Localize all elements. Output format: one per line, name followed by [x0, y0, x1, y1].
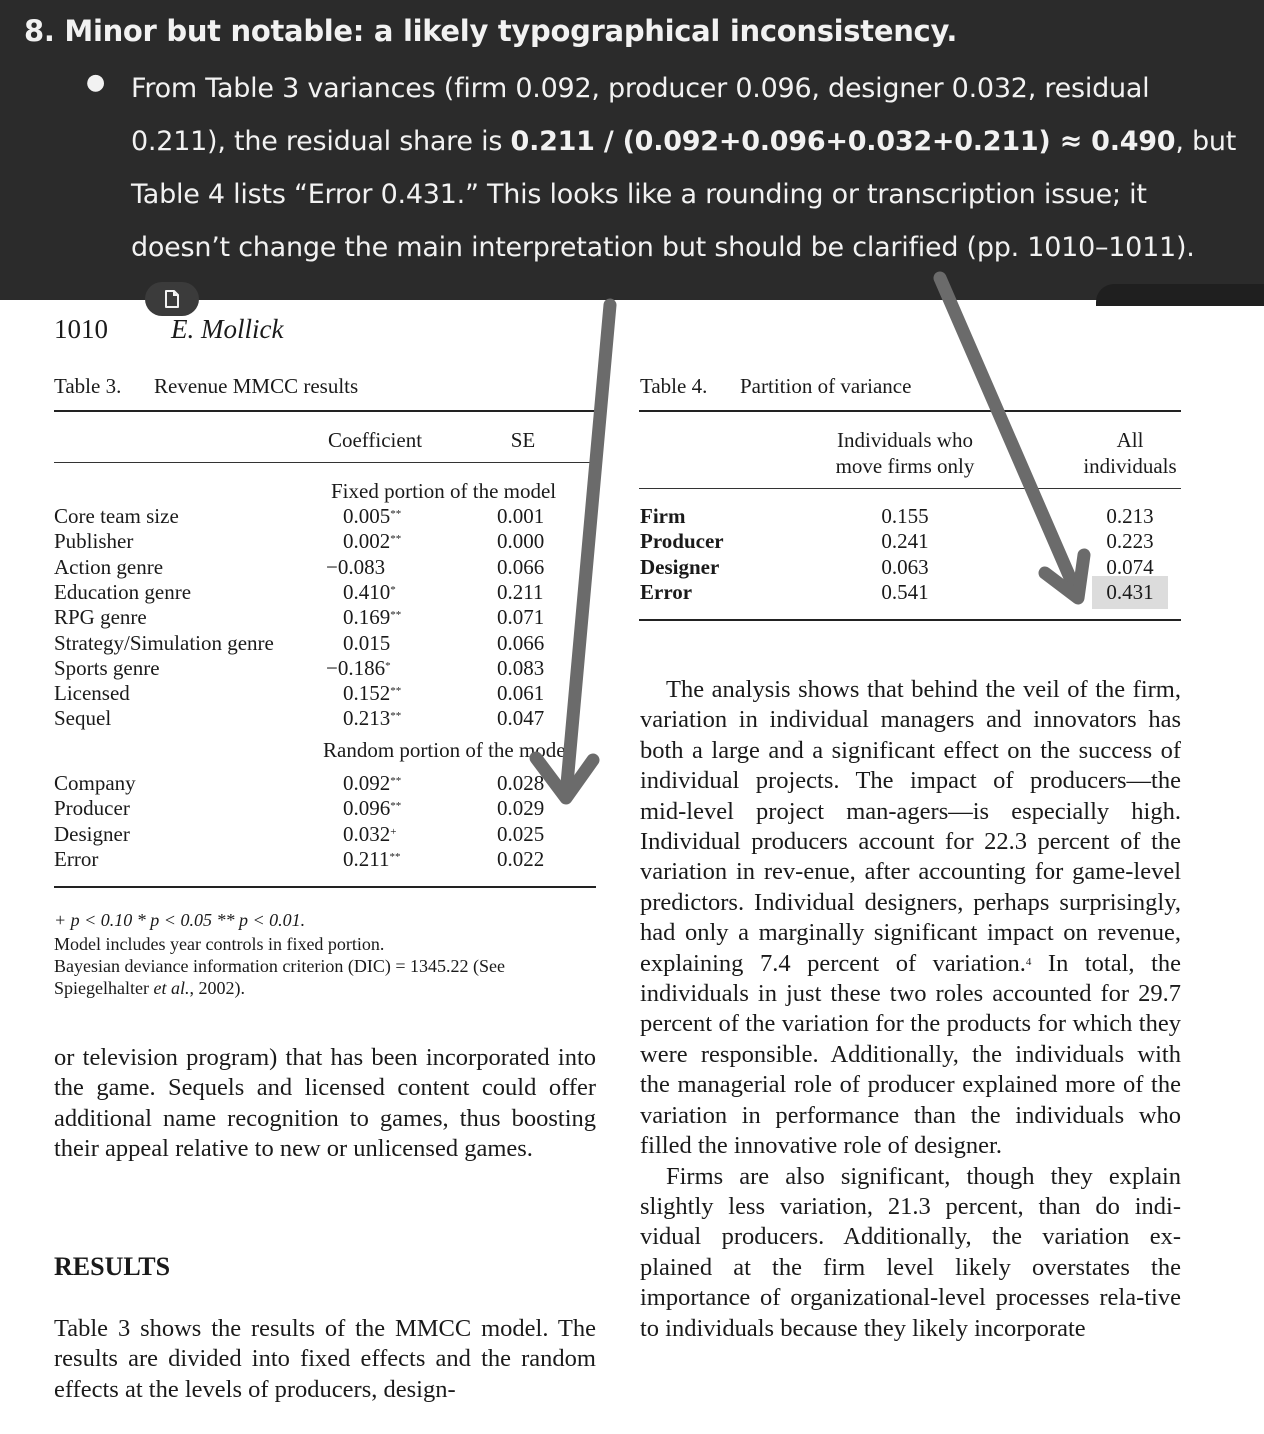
t3-note-significance: + p < 0.10 * p < 0.05 ** p < 0.01.	[54, 910, 306, 930]
right-p1-a: The analysis shows that behind the veil of the firm, variation in individual managers and innovators has both a large and a significant effect on the success of individual projects. The impact of producers—the mid-level project man-agers—is especially high. Individual producers account for 22.3 percent of the variation in rev-enue, after accounting for game-level predictors. Individual designers, perhaps surprisingly, had only a marginally significant impact on revenue, explaining 7.4 percent of variation.	[640, 676, 1181, 977]
table-3-header-rule	[54, 462, 596, 463]
bullet-text-2: , but Table 4 lists “Error 0.431.” This looks like a rounding or transcription issue; it doesn’t change the main interpretation but should be clarified (pp. 1010–1011).	[131, 126, 1237, 263]
coefficient-value: 0.092	[343, 771, 391, 795]
coefficient-value: 0.213	[343, 706, 391, 731]
t3-fixed-row-coefficient	[343, 681, 401, 706]
t3-fixed-row-coefficient	[326, 656, 391, 681]
table-3-top-rule	[54, 410, 596, 412]
t4-row-label: Producer	[640, 529, 724, 554]
significance-mark: **	[390, 609, 402, 622]
t4-row-movers-value: 0.155	[881, 504, 929, 528]
bullet-text-formula: 0.211 / (0.092+0.096+0.032+0.211) ≈ 0.490	[510, 126, 1176, 157]
t3-note-cite-a: Spiegelhalter	[54, 978, 154, 998]
t3-random-row-se: 0.028	[497, 771, 545, 795]
t3-fixed-row-se: 0.001	[497, 504, 545, 528]
t4-col1-line1: Individuals who	[837, 428, 973, 452]
t3-fixed-row-coefficient	[343, 504, 401, 529]
coefficient-value: 0.096	[343, 796, 391, 821]
t3-fixed-row-se: 0.211	[497, 579, 544, 604]
t3-random-row-coefficient	[343, 847, 400, 872]
t4-row-all-value: 0.213	[1106, 504, 1154, 528]
t3-fixed-row-coefficient	[343, 529, 401, 554]
arrow-to-table3	[536, 305, 610, 798]
t3-fixed-row-se: 0.047	[497, 706, 545, 731]
t4-row-label: Error	[640, 579, 693, 604]
table-3-label: Table 3.	[54, 374, 122, 398]
t3-random-row-se: 0.025	[497, 821, 545, 846]
significance-mark: **	[390, 508, 402, 520]
t3-col-coefficient: Coefficient	[327, 428, 423, 452]
copy-button[interactable]	[145, 282, 199, 316]
left-paragraph	[54, 1043, 596, 1165]
t3-random-row-label: Producer	[54, 796, 130, 821]
t4-row-label: Firm	[640, 504, 686, 528]
significance-mark: **	[390, 533, 402, 546]
t3-fixed-row-se: 0.083	[497, 655, 545, 680]
t3-fixed-header: Fixed portion of the model	[331, 479, 557, 503]
t3-fixed-row-label: Strategy/Simulation genre	[54, 630, 274, 655]
bullet-text-1: From Table 3 variances (firm 0.092, producer 0.096, designer 0.032, residual 0.211), the residual share is	[131, 73, 1150, 157]
significance-mark: **	[389, 850, 401, 863]
coefficient-value: −0.186	[326, 655, 386, 680]
t3-fixed-row-label: RPG genre	[54, 605, 147, 630]
t3-note-controls: Model includes year controls in fixed portion.	[54, 934, 385, 954]
significance-mark: +	[390, 825, 397, 838]
t3-random-header: Random portion of the model	[323, 738, 572, 762]
t3-fixed-row-se: 0.066	[497, 554, 545, 579]
t3-fixed-row-label: Action genre	[54, 554, 164, 579]
coefficient-value: 0.005	[343, 504, 391, 528]
table-4-header-rule	[639, 488, 1181, 489]
t4-col1-line2: move firms only	[835, 454, 975, 478]
coefficient-value: 0.152	[343, 681, 391, 706]
t3-fixed-row-label: Publisher	[54, 529, 134, 554]
coefficient-value: 0.211	[343, 846, 390, 871]
t4-row-movers-value: 0.541	[881, 579, 929, 604]
t3-random-row-coefficient	[343, 771, 401, 796]
t3-fixed-row-coefficient	[343, 706, 401, 731]
bullet-paragraph	[131, 62, 1241, 327]
t3-note-citation	[54, 976, 245, 1001]
t3-fixed-row-label: Sports genre	[54, 655, 160, 680]
t4-row-movers-value: 0.063	[881, 554, 929, 579]
t3-note-cite-c: , 2002).	[189, 978, 245, 998]
t3-fixed-row-label: Core team size	[54, 504, 179, 528]
coefficient-value: 0.032	[343, 821, 391, 846]
significance-mark: *	[390, 583, 396, 596]
t3-note-dic: Bayesian deviance information criterion (DIC) = 1345.22 (See	[54, 956, 506, 976]
results-paragraph	[54, 1314, 596, 1414]
t3-random-row-label: Designer	[54, 821, 130, 846]
t4-row-all-value: 0.223	[1106, 529, 1154, 554]
t3-random-row-coefficient	[343, 796, 401, 821]
t3-random-row-label: Error	[54, 846, 99, 871]
t3-col-se: SE	[510, 428, 536, 452]
t3-random-row-label: Company	[54, 771, 136, 795]
right-column-text	[640, 675, 1181, 1415]
t3-fixed-row-label: Education genre	[54, 579, 192, 604]
coefficient-value: 0.410	[343, 579, 391, 604]
t4-row-movers-value: 0.241	[881, 529, 929, 554]
right-paragraph-2: Firms are also significant, though they explain slightly less variation, 21.3 percent, than do indi-vidual producers. Additionally, the variation ex-plained at the firm level likely overstates the importance of organizational-level processes rela-tive to individuals because they likely incorporate	[640, 1162, 1181, 1342]
table-4-bottom-rule	[639, 619, 1181, 621]
running-author: E. Mollick	[171, 314, 284, 344]
t3-fixed-row-se: 0.066	[497, 630, 545, 655]
table-4-top-rule	[639, 410, 1181, 412]
table-3-title: Revenue MMCC results	[154, 374, 359, 398]
bullet-icon: ●	[86, 70, 106, 95]
t4-row-label: Designer	[640, 554, 720, 579]
copy-icon	[162, 289, 182, 309]
t3-random-row-se: 0.022	[497, 846, 545, 871]
right-paragraph-1	[640, 675, 1181, 1162]
significance-mark: **	[390, 775, 402, 787]
page-number: 1010	[54, 314, 108, 344]
t4-col2-line2: individuals	[1083, 454, 1177, 478]
coefficient-value: 0.169	[343, 605, 391, 630]
t3-fixed-row-coefficient	[343, 605, 401, 630]
t3-fixed-row-coefficient	[343, 631, 390, 656]
significance-mark: **	[390, 685, 402, 698]
t3-random-row-se: 0.029	[497, 796, 545, 821]
t3-fixed-row-label: Licensed	[54, 681, 130, 706]
results-heading: RESULTS	[54, 1252, 171, 1281]
t3-fixed-row-se: 0.071	[497, 605, 545, 630]
t4-row-all-value: 0.074	[1106, 554, 1154, 579]
footnote-mark: 4	[1025, 955, 1032, 968]
t3-random-row-coefficient	[343, 822, 396, 847]
significance-mark: *	[385, 659, 391, 672]
assistant-message-panel	[0, 0, 1264, 300]
results-paragraph-text: Table 3 shows the results of the MMCC model. The results are divided into fixed effects and the random effects at the levels of producers, design-	[54, 1315, 596, 1403]
panel-corner	[1096, 284, 1264, 306]
point-heading: 8. Minor but notable: a likely typographical inconsistency.	[24, 14, 958, 48]
t3-fixed-row-coefficient	[326, 555, 385, 580]
right-p1-b: In total, the individuals in just these two roles accounted for 29.7 percent of the variation for the products for which they were responsible. Additionally, the individuals with the managerial role of producer explained more of the variation in performance than the individuals who filled the innovative role of designer.	[640, 949, 1181, 1160]
t3-fixed-row-label: Sequel	[54, 706, 112, 731]
significance-mark: **	[390, 710, 402, 723]
significance-mark: **	[390, 800, 402, 813]
left-paragraph-text: or television program) that has been incorporated into the game. Sequels and licensed content could offer additional name recognition to games, thus boosting their appeal relative to new or unlicensed games.	[54, 1044, 596, 1163]
t4-row-all-value: 0.431	[1106, 579, 1154, 604]
t3-fixed-row-coefficient	[343, 580, 396, 605]
table-3-bottom-rule	[54, 886, 596, 888]
t4-col2-line1: All	[1116, 428, 1144, 452]
t3-note-cite-b: et al.	[153, 978, 190, 998]
table-4-title: Partition of variance	[740, 374, 912, 398]
t3-fixed-row-se: 0.061	[497, 681, 545, 706]
coefficient-value: 0.015	[343, 630, 391, 655]
table-4-label: Table 4.	[640, 374, 708, 398]
t3-fixed-row-se: 0.000	[497, 529, 545, 554]
coefficient-value: −0.083	[326, 554, 386, 579]
coefficient-value: 0.002	[343, 529, 391, 554]
